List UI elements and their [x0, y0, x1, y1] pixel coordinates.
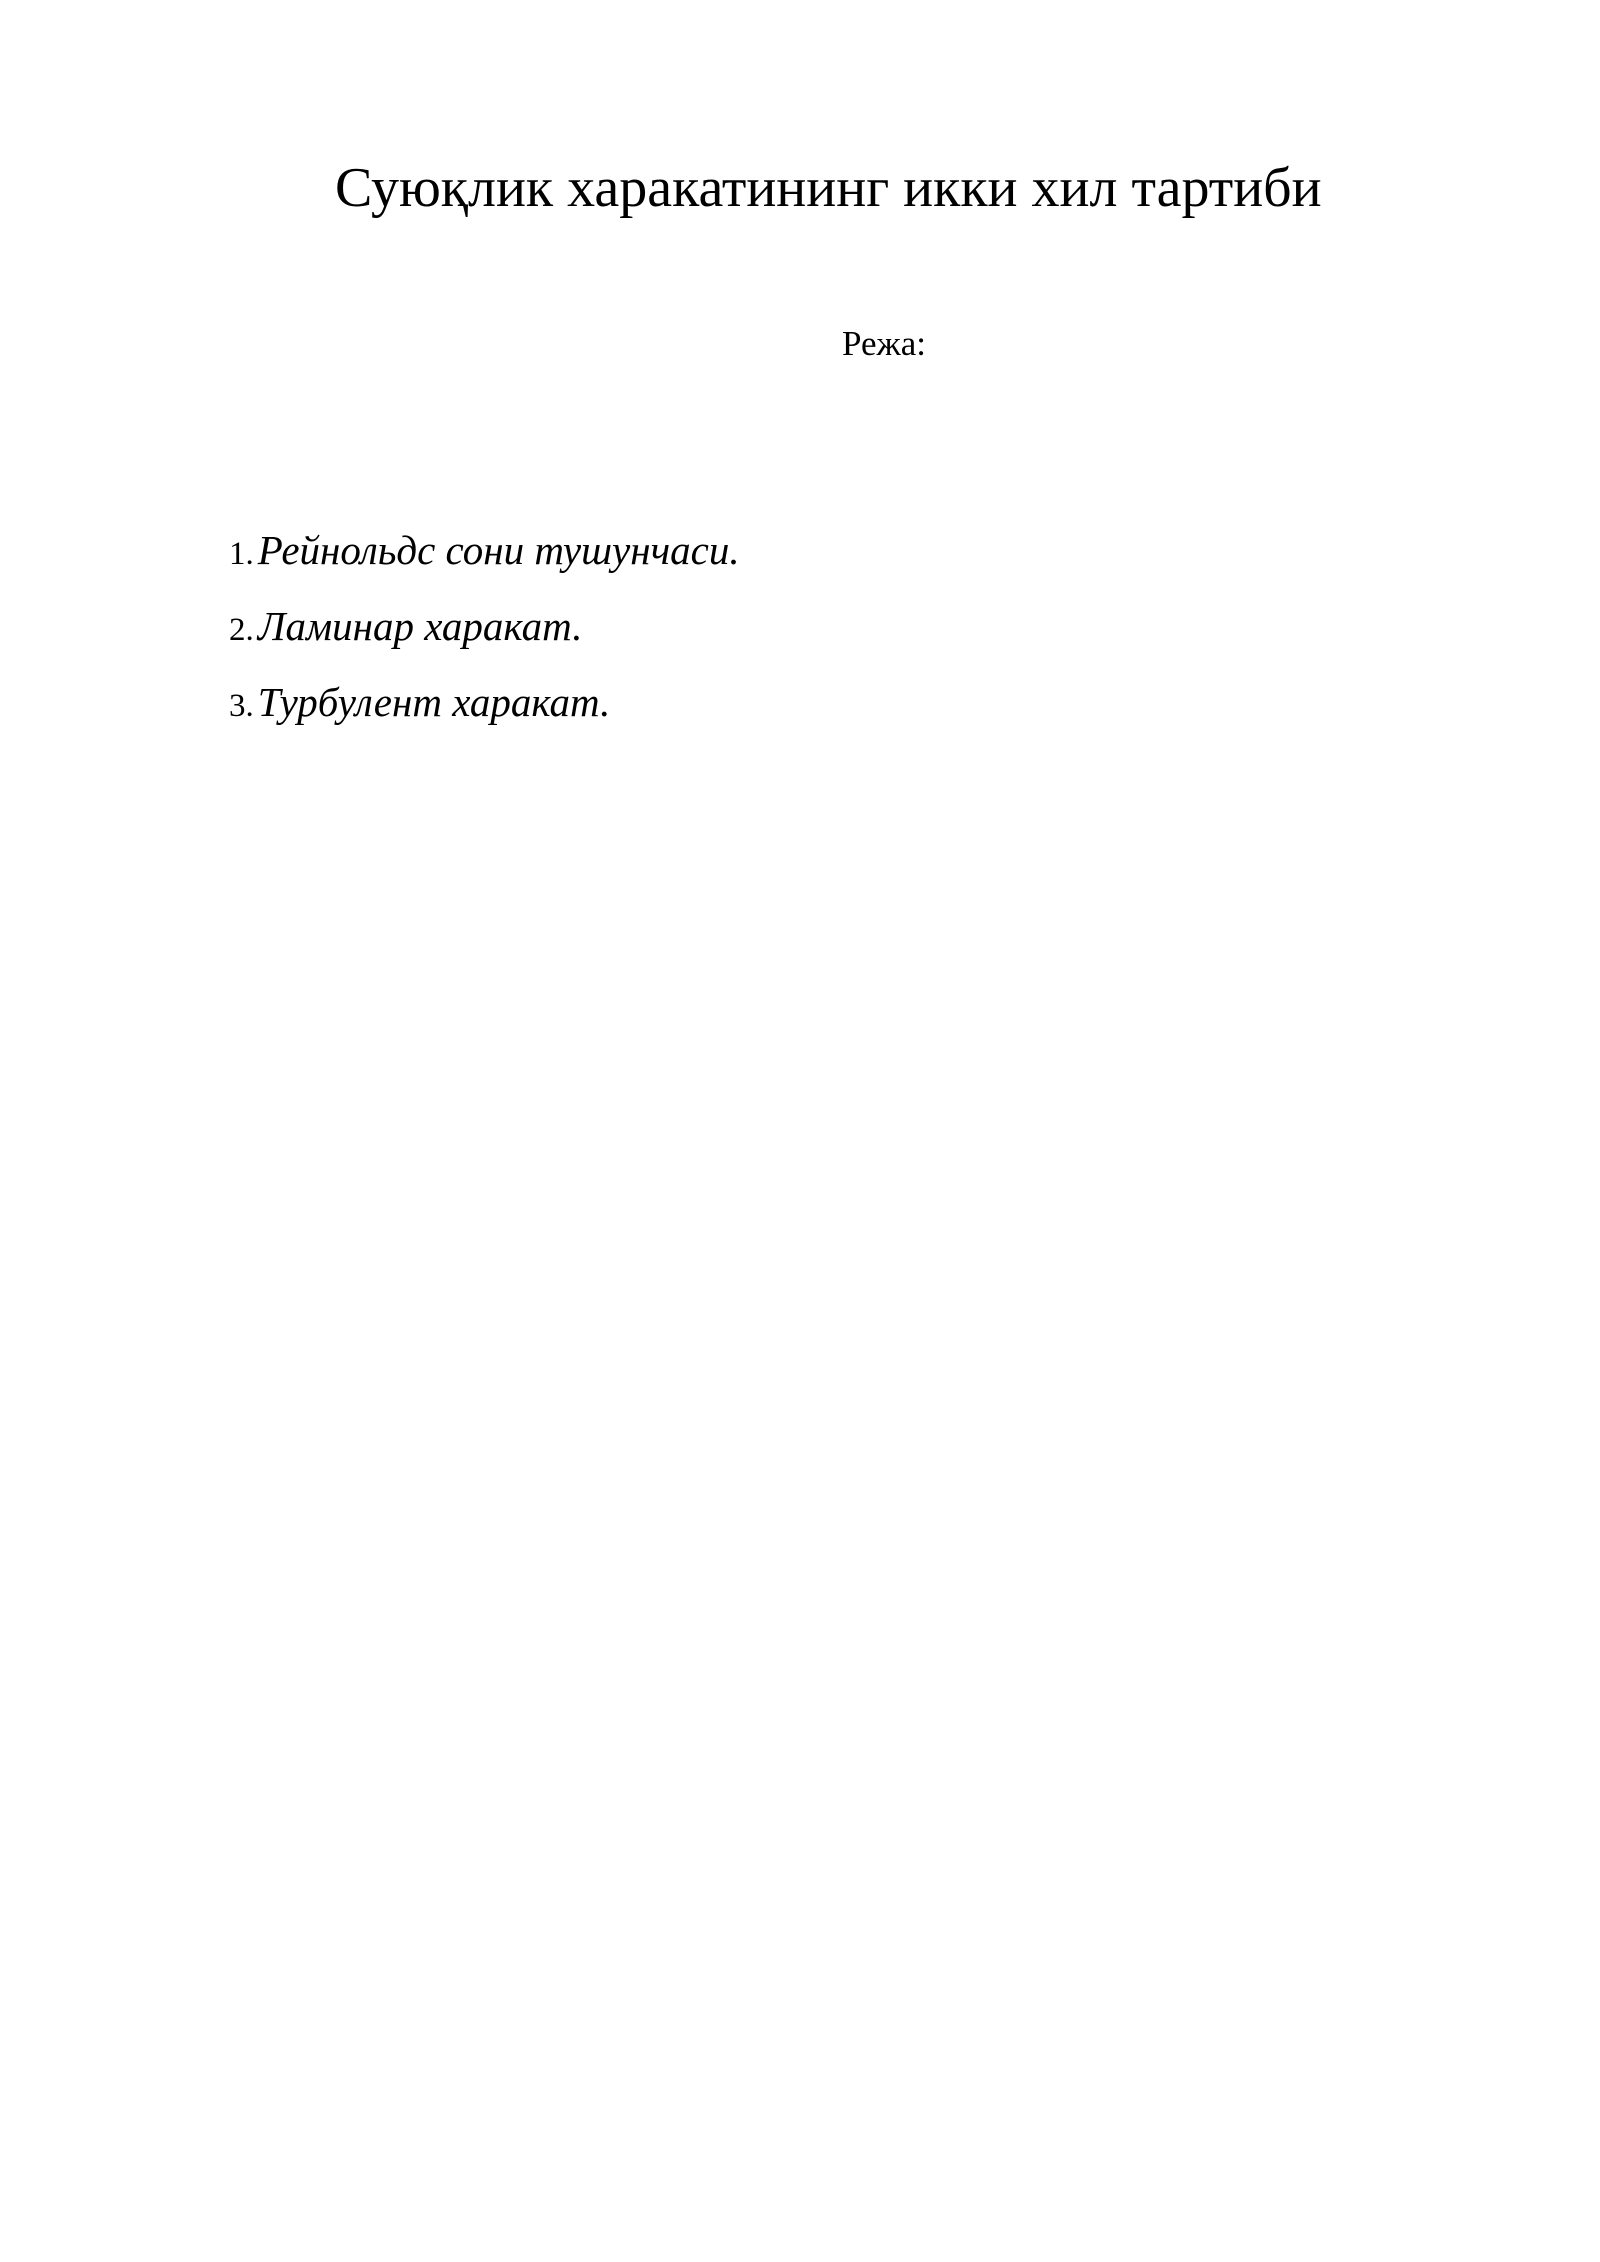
plan-item-1: [229, 522, 740, 598]
plan-item-number: 3.: [229, 688, 254, 724]
plan-item-3: [229, 674, 740, 750]
plan-item-text: Турбулент харакат.: [257, 679, 611, 725]
plan-item-2: [229, 598, 740, 674]
plan-item-number: 2.: [229, 612, 254, 648]
plan-heading: Режа:: [842, 324, 926, 363]
document-title: Суюқлик харакатининг икки хил тартиби: [335, 157, 1322, 219]
plan-item-text: Ламинар харакат.: [257, 603, 583, 649]
plan-item-text: Рейнольдс сони тушунчаси.: [257, 527, 740, 573]
plan-item-number: 1.: [229, 536, 254, 572]
plan-list: [229, 522, 740, 750]
